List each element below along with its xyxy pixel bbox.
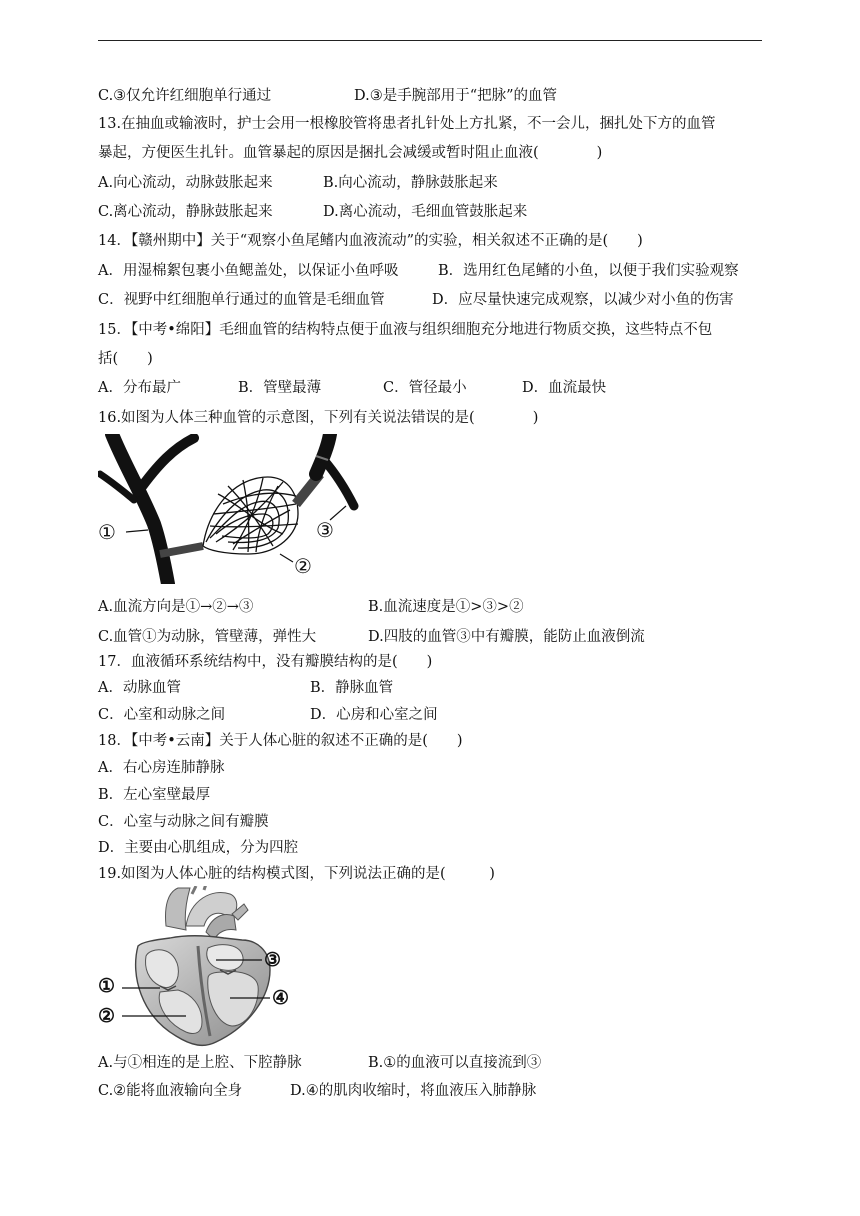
q16-option-a: A.血流方向是①→②→③ — [98, 599, 254, 615]
q13-option-a: A.向心流动，动脉鼓胀起来 — [98, 175, 273, 191]
q19-label-2: ② — [98, 1005, 116, 1027]
q16-option-c: C.血管①为动脉，管壁薄，弹性大 — [98, 629, 317, 645]
q19-label-1: ① — [98, 975, 116, 997]
q18-option-b: B．左心室壁最厚 — [98, 787, 211, 803]
q13-option-d: D.离心流动，毛细血管鼓胀起来 — [323, 204, 528, 220]
q19-option-d: D.④的肌肉收缩时，将血液压入肺静脉 — [290, 1083, 537, 1099]
header-rule — [98, 40, 762, 41]
q18-stem: 18．【中考•云南】关于人体心脏的叙述不正确的是( ) — [98, 733, 463, 749]
q19-option-a: A.与①相连的是上腔、下腔静脉 — [98, 1055, 302, 1071]
q19-label-3: ③ — [264, 949, 282, 971]
blood-vessels-figure — [98, 434, 368, 584]
q19-option-c: C.②能将血液输向全身 — [98, 1083, 243, 1099]
q14-option-d: D．应尽量快速完成观察，以减少对小鱼的伤害 — [432, 292, 734, 308]
q12-option-d: D.③是手腕部用于“把脉”的血管 — [354, 88, 558, 104]
q16-label-3: ③ — [316, 518, 334, 542]
q13-option-c: C.离心流动，静脉鼓胀起来 — [98, 204, 273, 220]
q12-option-c: C.③仅允许红细胞单行通过 — [98, 88, 272, 104]
q19-option-b: B.①的血液可以直接流到③ — [368, 1055, 542, 1071]
q15-option-c: C．管径最小 — [383, 380, 467, 396]
q19-stem: 19.如图为人体心脏的结构模式图，下列说法正确的是( ) — [98, 866, 495, 882]
q16-option-b: B.血流速度是①>③>② — [368, 599, 524, 615]
q13-stem-line2: 暴起，方便医生扎针。血管暴起的原因是捆扎会减缓或暂时阻止血液( ) — [98, 145, 603, 161]
q18-option-a: A．右心房连肺静脉 — [98, 760, 225, 776]
q19-label-4: ④ — [272, 987, 290, 1009]
q15-stem-line2: 括( ) — [98, 351, 153, 367]
q14-option-c: C．视野中红细胞单行通过的血管是毛细血管 — [98, 292, 385, 308]
q13-option-b: B.向心流动，静脉鼓胀起来 — [323, 175, 498, 191]
q15-stem-line1: 15．【中考•绵阳】毛细血管的结构特点便于血液与组织细胞充分地进行物质交换，这些特点不包 — [98, 322, 713, 338]
q16-label-1: ① — [98, 520, 116, 544]
q16-option-d: D.四肢的血管③中有瓣膜，能防止血液倒流 — [368, 629, 645, 645]
q14-stem: 14．【赣州期中】关于“观察小鱼尾鳍内血液流动”的实验，相关叙述不正确的是( ) — [98, 233, 643, 249]
capillary-network — [203, 477, 298, 554]
q17-option-d: D．心房和心室之间 — [310, 707, 438, 723]
q16-label-2: ② — [294, 554, 312, 578]
q14-option-a: A．用湿棉絮包裹小鱼鳃盖处，以保证小鱼呼吸 — [98, 263, 399, 279]
q15-option-d: D．血流最快 — [522, 380, 607, 396]
q17-option-b: B．静脉血管 — [310, 680, 394, 696]
q17-option-c: C．心室和动脉之间 — [98, 707, 226, 723]
q13-stem-line1: 13.在抽血或输液时，护士会用一根橡胶管将患者扎针处上方扎紧，不一会儿，捆扎处下方的血管 — [98, 116, 716, 132]
q16-stem: 16.如图为人体三种血管的示意图，下列有关说法错误的是( ) — [98, 410, 539, 426]
q17-stem: 17．血液循环系统结构中，没有瓣膜结构的是( ) — [98, 654, 433, 670]
q18-option-d: D．主要由心肌组成，分为四腔 — [98, 840, 299, 856]
q14-option-b: B．选用红色尾鳍的小鱼，以便于我们实验观察 — [438, 263, 739, 279]
q15-option-a: A．分布最广 — [98, 380, 181, 396]
q17-option-a: A．动脉血管 — [98, 680, 181, 696]
q18-option-c: C．心室与动脉之间有瓣膜 — [98, 814, 269, 830]
q15-option-b: B．管壁最薄 — [238, 380, 322, 396]
